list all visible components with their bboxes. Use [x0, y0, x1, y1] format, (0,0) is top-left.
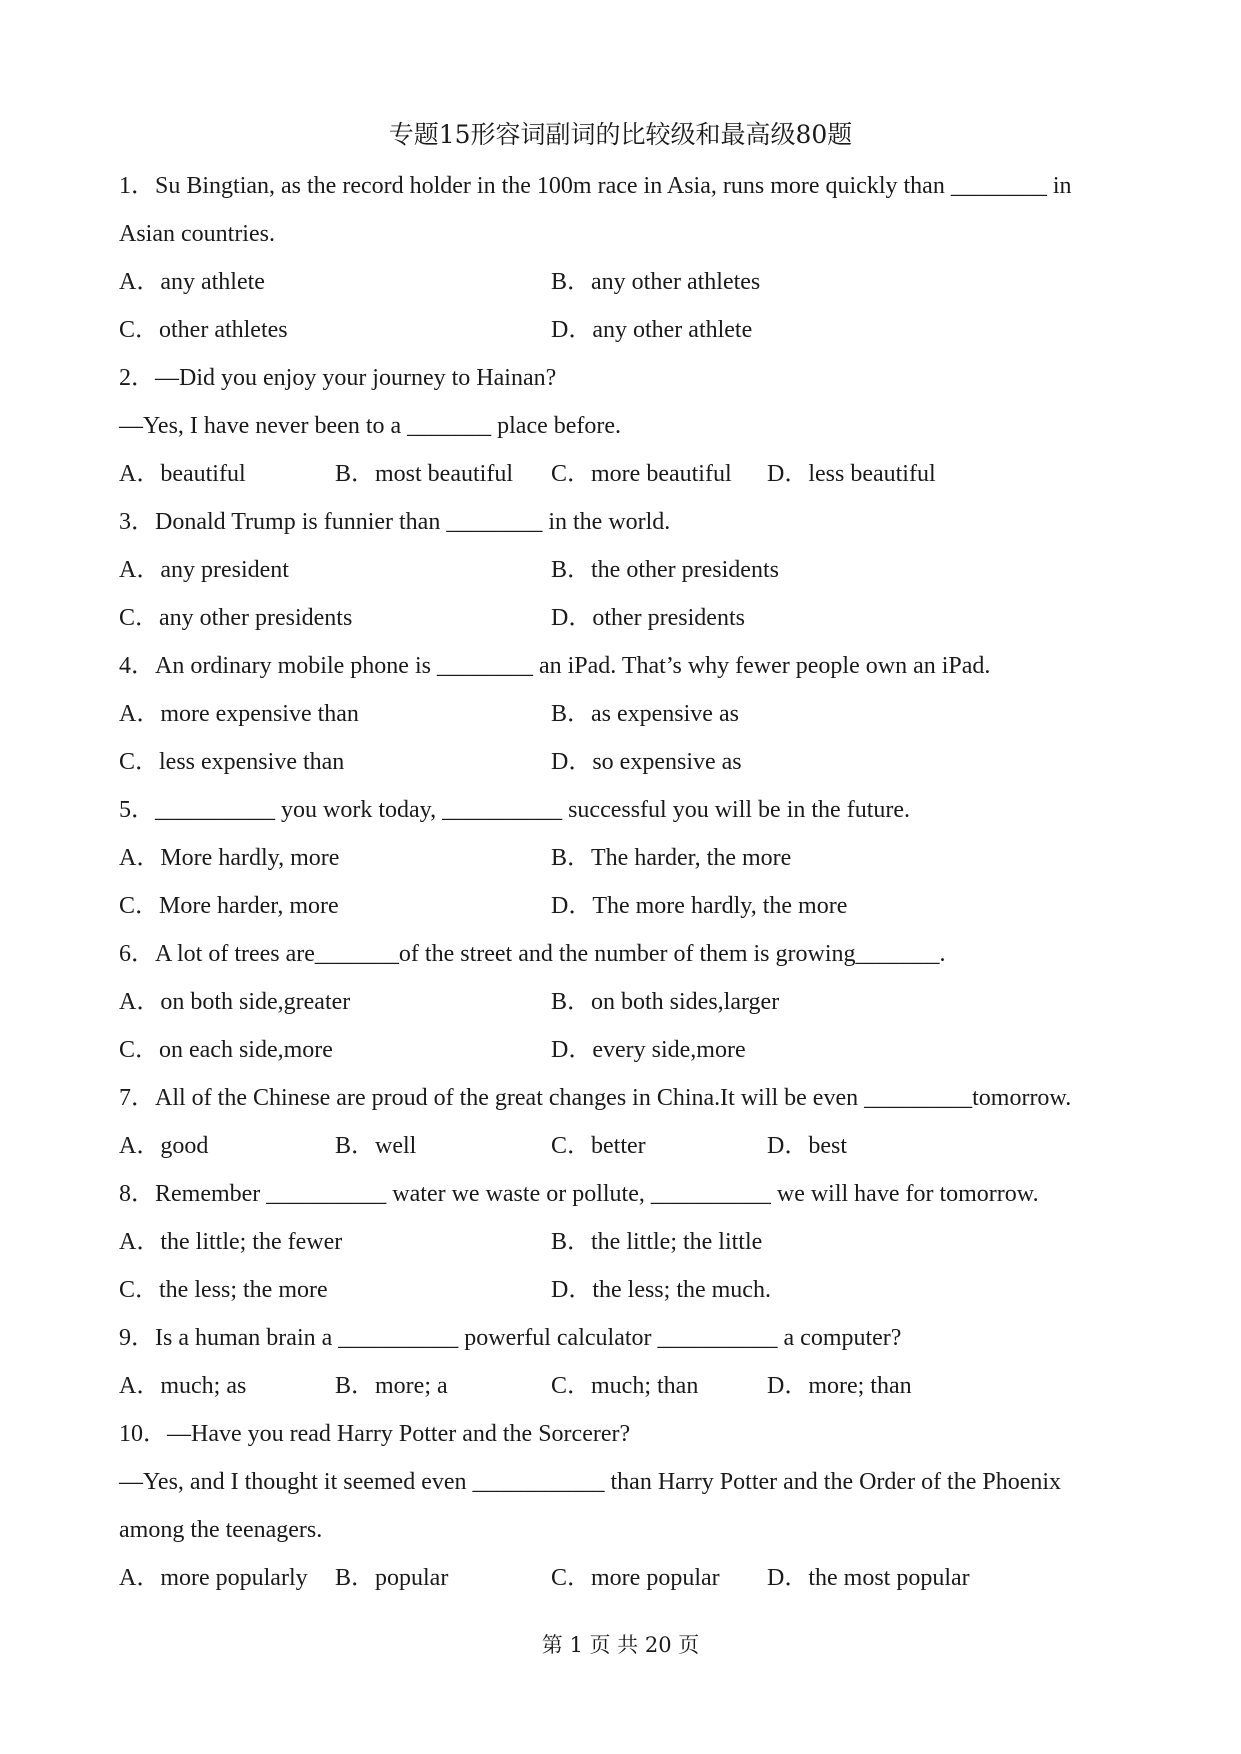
options-row [119, 1122, 1129, 1170]
option-c: C．any other presidents [119, 605, 353, 631]
question-text: 4．An ordinary mobile phone is ________ an iPad. That’s why fewer people own an iPad. [119, 653, 991, 679]
option-c: C．the less; the more [119, 1277, 328, 1303]
option-c: C．on each side,more [119, 1037, 333, 1063]
option-a: A．on both side,greater [119, 989, 351, 1015]
option-b: B．any other athletes [551, 269, 761, 295]
options-row [119, 1362, 1129, 1410]
options-row [119, 450, 1129, 498]
option-b: B．The harder, the more [551, 845, 792, 871]
question-block [119, 354, 1129, 498]
option-a: A．much; as [119, 1373, 247, 1399]
question-text: —Yes, and I thought it seemed even ___________ than Harry Potter and the Order of the Phoenix [119, 1469, 1062, 1495]
question-block [119, 162, 1129, 354]
option-b: B．on both sides,larger [551, 989, 780, 1015]
question-text: Asian countries. [119, 221, 275, 247]
option-d: D．the less; the much. [551, 1277, 771, 1303]
option-a: A．any athlete [119, 269, 265, 295]
option-c: C．more popular [551, 1565, 720, 1591]
option-d: D．so expensive as [551, 749, 742, 775]
option-d: D．other presidents [551, 605, 745, 631]
option-d: D．best [767, 1133, 847, 1159]
option-a: A．more expensive than [119, 701, 359, 727]
option-c: C．More harder, more [119, 893, 339, 919]
option-c: C．other athletes [119, 317, 288, 343]
option-c: C．much; than [551, 1373, 699, 1399]
options-row [119, 306, 1129, 354]
option-d: D．less beautiful [767, 461, 936, 487]
question-block [119, 498, 1129, 642]
option-b: B．as expensive as [551, 701, 739, 727]
question-list [119, 162, 1129, 1602]
option-d: D．any other athlete [551, 317, 753, 343]
options-row [119, 882, 1129, 930]
option-c: C．less expensive than [119, 749, 345, 775]
options-row [119, 978, 1129, 1026]
option-c: C．better [551, 1133, 646, 1159]
question-text: among the teenagers. [119, 1517, 323, 1543]
question-block [119, 1410, 1129, 1602]
question-text: 2．—Did you enjoy your journey to Hainan? [119, 365, 557, 391]
options-row [119, 1554, 1129, 1602]
question-block [119, 786, 1129, 930]
option-b: B．well [335, 1133, 417, 1159]
option-a: A．good [119, 1133, 209, 1159]
option-a: A．More hardly, more [119, 845, 340, 871]
options-row [119, 834, 1129, 882]
option-d: D．every side,more [551, 1037, 746, 1063]
options-row [119, 690, 1129, 738]
options-row [119, 1266, 1129, 1314]
question-block [119, 1170, 1129, 1314]
option-b: B．most beautiful [335, 461, 513, 487]
question-block [119, 642, 1129, 786]
question-text: 8．Remember __________ water we waste or pollute, __________ we will have for tomorrow. [119, 1181, 1039, 1207]
option-b: B．the other presidents [551, 557, 779, 583]
options-row [119, 738, 1129, 786]
option-d: D．more; than [767, 1373, 912, 1399]
question-text: —Yes, I have never been to a _______ place before. [119, 413, 622, 439]
option-d: D．The more hardly, the more [551, 893, 848, 919]
option-c: C．more beautiful [551, 461, 732, 487]
options-row [119, 258, 1129, 306]
page-title: 专题15形容词副词的比较级和最高级80题 [388, 120, 853, 149]
question-text: 7．All of the Chinese are proud of the great changes in China.It will be even _________tomorrow. [119, 1085, 1072, 1111]
option-d: D．the most popular [767, 1565, 970, 1591]
options-row [119, 1026, 1129, 1074]
page-footer: 第 1 页 共 20 页 [541, 1633, 700, 1657]
option-a: A．the little; the fewer [119, 1229, 343, 1255]
question-text: 5．__________ you work today, __________ successful you will be in the future. [119, 797, 911, 823]
options-row [119, 546, 1129, 594]
question-text: 10．—Have you read Harry Potter and the Sorcerer? [119, 1421, 631, 1447]
option-b: B．the little; the little [551, 1229, 763, 1255]
question-text: 3．Donald Trump is funnier than ________ in the world. [119, 509, 671, 535]
option-a: A．beautiful [119, 461, 246, 487]
options-row [119, 1218, 1129, 1266]
option-a: A．any president [119, 557, 289, 583]
option-b: B．popular [335, 1565, 449, 1591]
option-b: B．more; a [335, 1373, 448, 1399]
question-block [119, 1074, 1129, 1170]
options-row [119, 594, 1129, 642]
question-text: 6．A lot of trees are_______of the street and the number of them is growing_______. [119, 941, 946, 967]
option-a: A．more popularly [119, 1565, 308, 1591]
question-text: 9．Is a human brain a __________ powerful calculator __________ a computer? [119, 1325, 902, 1351]
question-block [119, 1314, 1129, 1410]
question-block [119, 930, 1129, 1074]
question-text: 1．Su Bingtian, as the record holder in the 100m race in Asia, runs more quickly than ________ in [119, 173, 1072, 199]
